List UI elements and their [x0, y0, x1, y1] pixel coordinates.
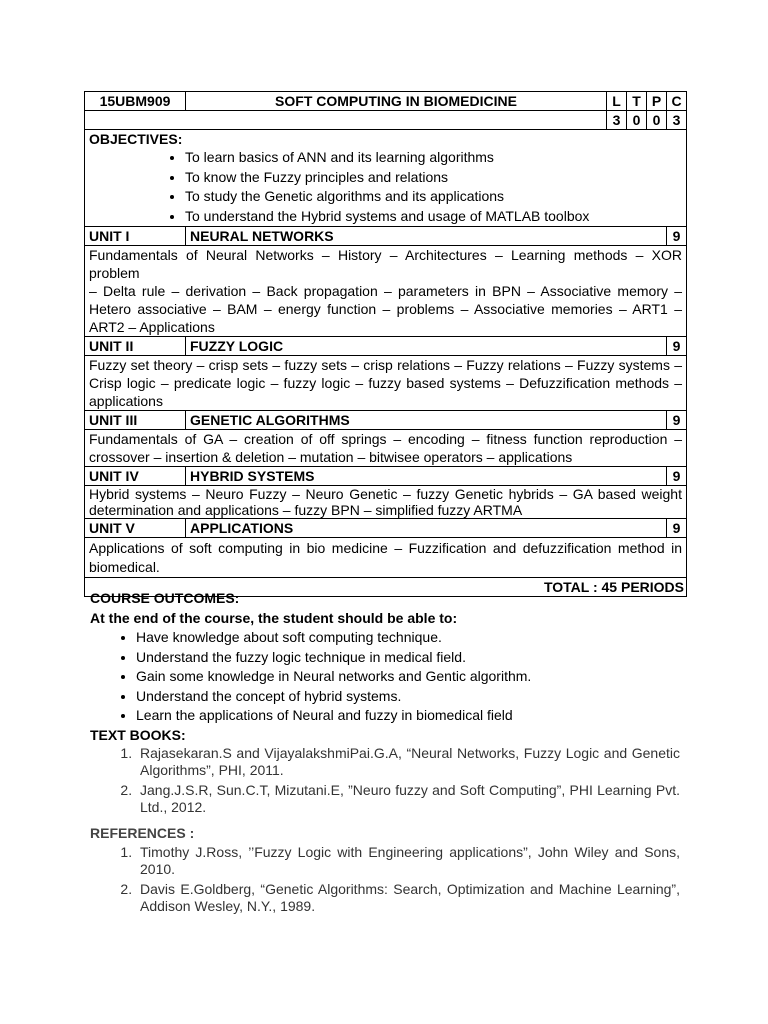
unit-label: UNIT I: [85, 227, 186, 246]
unit-header-row: [85, 411, 687, 430]
ltpc-value-t: 0: [627, 111, 647, 130]
course-details: [90, 589, 680, 918]
objective-item: • To know the Fuzzy principles and relations: [185, 168, 682, 188]
ltpc-values-row: [85, 111, 687, 130]
unit-header-row: [85, 519, 687, 538]
unit-title: APPLICATIONS: [186, 519, 667, 538]
outcome-item: • Learn the applications of Neural and fuzzy in biomedical field: [136, 706, 680, 726]
unit-hours: 9: [667, 337, 687, 356]
outcome-item: • Understand the fuzzy logic technique in medical field.: [136, 648, 680, 668]
unit-label: UNIT III: [85, 411, 186, 430]
unit-line: Hetero associative – BAM – energy function – problems – Associative memories – ART1 –: [89, 301, 682, 317]
outcomes-intro: At the end of the course, the student should be able to:: [90, 609, 458, 626]
ltpc-label-t: T: [627, 92, 647, 111]
unit-line: Applications of soft computing in bio medicine – Fuzzification and defuzzification method in: [89, 540, 682, 556]
unit-title: FUZZY LOGIC: [186, 337, 667, 356]
unit-label: UNIT V: [85, 519, 186, 538]
textbook-item: 1. Rajasekaran.S and VijayalakshmiPai.G.A, “Neural Networks, Fuzzy Logic and Genetic Algorithms”, PHI, 2011.: [136, 745, 680, 779]
references-list: [90, 844, 680, 915]
unit-line: ART2 – Applications: [89, 319, 215, 335]
outcome-item: • Have knowledge about soft computing technique.: [136, 628, 680, 648]
course-title: SOFT COMPUTING IN BIOMEDICINE: [186, 92, 607, 111]
objective-item: • To study the Genetic algorithms and its applications: [185, 187, 682, 207]
unit-content: [85, 246, 687, 337]
ltpc-value-c: 3: [667, 111, 687, 130]
unit-header-row: [85, 467, 687, 486]
unit-header-row: [85, 227, 687, 246]
unit-content-row: [85, 538, 687, 578]
reference-item: 1. Timothy J.Ross, ’’Fuzzy Logic with Engineering applications”, John Wiley and Sons, 2010.: [136, 844, 680, 878]
unit-content-row: [85, 486, 687, 519]
unit-content: [85, 356, 687, 411]
outcome-item: • Gain some knowledge in Neural networks and Gentic algorithm.: [136, 667, 680, 687]
unit-title: GENETIC ALGORITHMS: [186, 411, 667, 430]
objective-item: • To understand the Hybrid systems and usage of MATLAB toolbox: [185, 207, 682, 227]
header-row: [85, 92, 687, 111]
course-code: 15UBM909: [85, 92, 186, 111]
outcome-item: • Understand the concept of hybrid systems.: [136, 687, 680, 707]
unit-content: [85, 538, 687, 578]
unit-line: crossover – insertion & deletion – mutation – bitwisee operators – applications: [89, 449, 573, 465]
objectives-cell: [85, 130, 687, 227]
ltpc-value-p: 0: [647, 111, 667, 130]
unit-line: applications: [89, 393, 163, 409]
unit-line: Fuzzy set theory – crisp sets – fuzzy sets – crisp relations – Fuzzy relations – Fuzzy systems –: [89, 357, 682, 373]
unit-hours: 9: [667, 411, 687, 430]
unit-line: Fundamentals of GA – creation of off springs – encoding – fitness function reproduction –: [89, 431, 682, 447]
unit-title: NEURAL NETWORKS: [186, 227, 667, 246]
objectives-row: [85, 130, 687, 227]
outcomes-heading: COURSE OUTCOMES:: [90, 590, 240, 606]
unit-line: determination and applications – fuzzy BPN – simplified fuzzy ARTMA: [89, 502, 523, 518]
unit-label: UNIT IV: [85, 467, 186, 486]
ltpc-label-p: P: [647, 92, 667, 111]
total-periods: TOTAL : 45 PERIODS: [85, 578, 687, 597]
reference-item: 2. Davis E.Goldberg, “Genetic Algorithms: Search, Optimization and Machine Learning”, Addison Wesley, N.Y., 1989.: [136, 881, 680, 915]
objectives-list: [89, 148, 682, 226]
unit-line: Crisp logic – predicate logic – fuzzy logic – fuzzy based systems – Defuzzification methods –: [89, 375, 682, 391]
objective-item: • To learn basics of ANN and its learning algorithms: [185, 148, 682, 168]
ltpc-spacer: [85, 111, 607, 130]
unit-hours: 9: [667, 467, 687, 486]
syllabus-table: [84, 91, 687, 597]
unit-hours: 9: [667, 227, 687, 246]
unit-content: [85, 486, 687, 519]
unit-line: – Delta rule – derivation – Back propagation – parameters in BPN – Associative memory –: [89, 283, 682, 299]
unit-content-row: [85, 430, 687, 467]
unit-line: biomedical.: [89, 559, 160, 575]
ltpc-value-l: 3: [607, 111, 627, 130]
references-heading: REFERENCES :: [90, 825, 195, 841]
unit-content-row: [85, 356, 687, 411]
ltpc-label-l: L: [607, 92, 627, 111]
unit-header-row: [85, 337, 687, 356]
objectives-heading: OBJECTIVES:: [89, 131, 183, 147]
textbooks-heading: TEXT BOOKS:: [90, 726, 186, 743]
unit-content: [85, 430, 687, 467]
unit-label: UNIT II: [85, 337, 186, 356]
textbooks-list: [90, 745, 680, 816]
ltpc-label-c: C: [667, 92, 687, 111]
textbook-item: 2. Jang.J.S.R, Sun.C.T, Mizutani.E, ”Neuro fuzzy and Soft Computing”, PHI Learning Pvt. Ltd., 2012.: [136, 782, 680, 816]
outcomes-list: [90, 628, 680, 726]
unit-line: Fundamentals of Neural Networks – History – Architectures – Learning methods – XOR problem: [89, 247, 682, 281]
unit-content-row: [85, 246, 687, 337]
unit-title: HYBRID SYSTEMS: [186, 467, 667, 486]
unit-line: Hybrid systems – Neuro Fuzzy – Neuro Genetic – fuzzy Genetic hybrids – GA based weight: [89, 486, 682, 502]
unit-hours: 9: [667, 519, 687, 538]
